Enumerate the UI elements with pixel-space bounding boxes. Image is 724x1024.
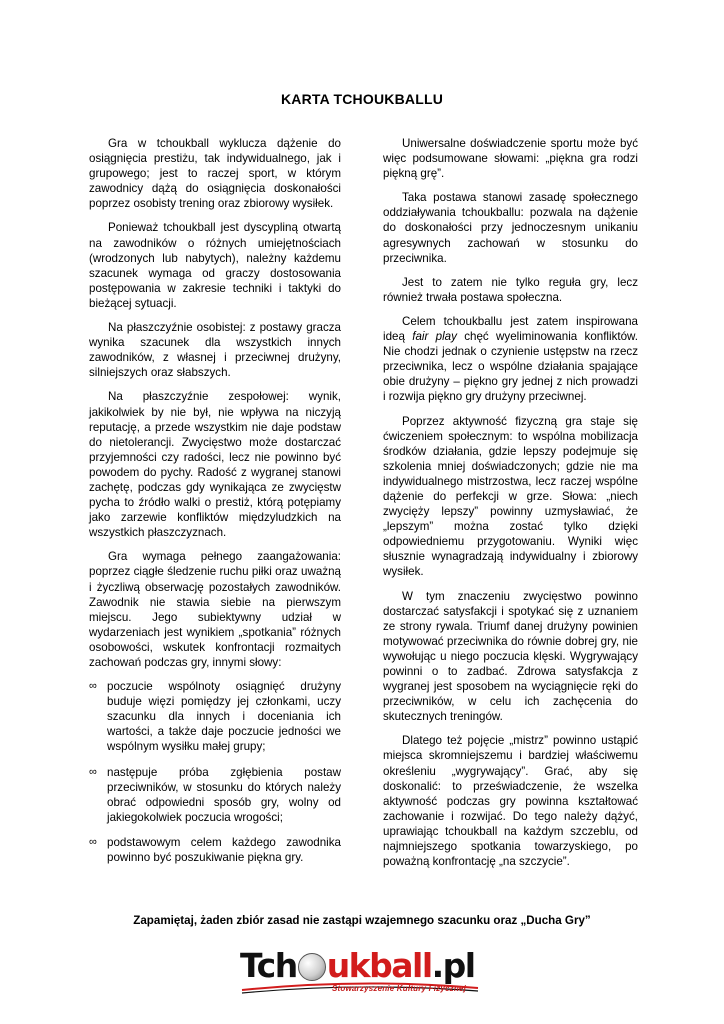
logo-wordmark <box>240 946 475 986</box>
logo-subtitle: Stowarzyszenie Kultury Fizycznej <box>332 984 466 993</box>
paragraph-text: Celem tchoukballu jest zatem inspirowana ideą <box>383 314 638 344</box>
page-title: KARTA TCHOUKBALLU <box>280 91 444 107</box>
ball-icon <box>298 953 326 981</box>
left-column <box>89 136 341 875</box>
logo-text-part: .pl <box>431 946 475 985</box>
tchoukball-logo <box>240 946 480 1006</box>
paragraph: Na płaszczyźnie zespołowej: wynik, jakikolwiek by nie był, nie wpływa na niczyją reputację, a przede wszystkim nie daje podstaw do nietolerancji. Zwycięstwo może dostarczać przyjemności czy radości, lecz nie powinno być powodem do pychy. Radość z wygranej stanowi zachętę, podczas gdy wynikająca ze zwycięstw pycha to źródło walki o prestiż, którą potępiamy jako zarzewie konfliktów międzyludzkich na wszystkich płaszczyznach. <box>89 390 341 540</box>
paragraph: Dlatego też pojęcie „mistrz” powinno ustąpić miejsca skromniejszemu i bardziej właściwemu określeniu „wygrywający”. Grać, aby się doskonalić: to przeświadczenie, że wszelka aktywność podczas gry powinna kształtować zachowanie i rozwijać. Do tego należy dążyć, uprawiając tchoukball na każdym szczeblu, od najmniejszego spotkania towarzyskiego, po poważną konfrontację „na szczycie”. <box>383 734 638 869</box>
paragraph: W tym znaczeniu zwycięstwo powinno dostarczać satysfakcji i spotykać się z uznaniem ze strony rywala. Triumf danej drużyny powinien motywować przeciwnika do równie dobrej gry, nie wywołując u niego poczucia klęski. Wygrywający powinni o to zadbać. Zdrowa satysfakcja z wygranej jest sposobem na wyciągnięcie ręki do przeciwników, w celu ich zachęcenia do skutecznych treningów. <box>383 589 638 724</box>
paragraph: Gra wymaga pełnego zaangażowania: poprzez ciągłe śledzenie ruchu piłki oraz uważną i życzliwą obserwację pozostałych zawodników. Zawodnik nie stawia siebie na pierwszym miejscu. Jego subiektywny udział w wydarzeniach jest wynikiem „spotkania” różnych osobowości, wskutek konfrontacji rozmaitych zachowań podczas gry, innymi słowy: <box>89 550 341 669</box>
bullet-list <box>89 679 341 865</box>
list-item-text: podstawowym celem każdego zawodnika powinno być poszukiwanie piękna gry. <box>107 835 341 865</box>
paragraph: Jest to zatem nie tylko reguła gry, lecz również trwała postawa społeczna. <box>383 275 638 304</box>
paragraph: Poprzez aktywność fizyczną gra staje się ćwiczeniem społecznym: to wspólna mobilizacja środków działania, gdzie lepszy podejmuje się szkolenia mniej doświadczonych; gdzie nie ma indywidualnego mistrzostwa, lecz raczej wspólne dążenie do perfekcji w grze. Słowa: „niech zwycięży lepszy” powinny uzmysławiać, że „lepszym” można zostać tylko dzięki odpowiedniemu przygotowaniu. Wyniki więc słusznie wynagradzają indywidualny i zbiorowy wysiłek. <box>383 414 638 579</box>
list-item-text: poczucie wspólnoty osiągnięć drużyny buduje więzi pomiędzy jej członkami, uczy szacunku dla innych i doceniania ich wartości, a także daje poczucie jedności we wspólnym wysiłku małej grupy; <box>107 680 341 754</box>
logo-text-part: ukball <box>326 946 432 985</box>
logo-text-part: Tch <box>240 946 297 985</box>
paragraph: Gra w tchoukball wyklucza dążenie do osiągnięcia prestiżu, tak indywidualnego, jak i grupowego; jest to raczej sport, w którym zawodnicy dążą do osiągnięcia doskonałości poprzez osobisty trening oraz zbiorowy wysiłek. <box>89 137 341 211</box>
footer-motto: Zapamiętaj, żaden zbiór zasad nie zastąpi wzajemnego szacunku oraz „Ducha Gry” <box>133 914 591 927</box>
paragraph: Ponieważ tchoukball jest dyscypliną otwartą na zawodników o różnych umiejętnościach (wrodzonych lub nabytych), należny każdemu szacunek wymaga od graczy dostosowania postępowania w zakresie techniki i taktyki do bieżącej sytuacji. <box>89 221 341 310</box>
fair-play-emphasis: fair play <box>412 330 457 344</box>
list-item <box>89 765 341 825</box>
paragraph: Taka postawa stanowi zasadę społecznego oddziaływania tchoukballu: pozwala na dążenie do doskonałości przy jednoczesnym unikaniu agresywnych zachowań w stosunku do przeciwnika. <box>383 191 638 265</box>
paragraph-text: chęć wyeliminowania konfliktów. Nie chodzi jednak o czynienie ustępstw na rzecz przeciwnika, lecz o wspólne działania spajające obie drużyny – piękno gry jednej z nich prowadzi i rozwija piękno gry drużyny przeciwnej. <box>383 330 639 404</box>
infinity-bullet-icon: ∞ <box>89 765 97 778</box>
list-item <box>89 835 341 865</box>
list-item-text: następuje próba zgłębienia postaw przeciwników, w stosunku do których należy obrać odpowiedni sposób gry, wolny od jakiegokolwiek poczucia wrogości; <box>107 765 341 824</box>
paragraph: Na płaszczyźnie osobistej: z postawy gracza wynika szacunek dla wszystkich innych zawodników, z własnej i przeciwnej drużyny, silniejszych oraz słabszych. <box>89 321 341 380</box>
list-item <box>89 679 341 754</box>
paragraph <box>383 314 638 405</box>
infinity-bullet-icon: ∞ <box>89 835 97 848</box>
right-column <box>383 136 638 878</box>
paragraph: Uniwersalne doświadczenie sportu może być więc podsumowane słowami: „piękna gra rodzi piękną grę”. <box>383 137 638 181</box>
infinity-bullet-icon: ∞ <box>89 680 97 693</box>
